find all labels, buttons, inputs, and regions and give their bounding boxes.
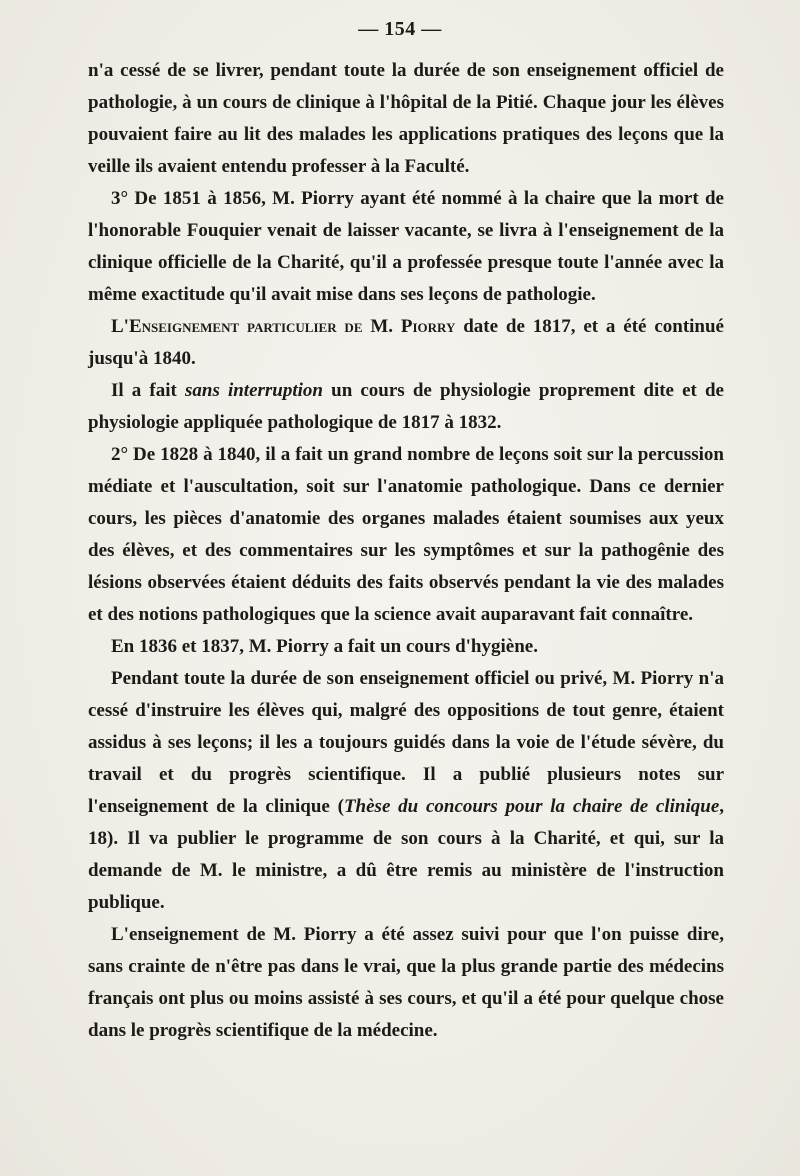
page-number-header: — 154 — xyxy=(358,18,442,40)
paragraph-5: 2° De 1828 à 1840, il a fait un grand nombre de leçons soit sur la percussion médiate et l'auscultation, soit sur l'anatomie pathologique. Dans ce dernier cours, les pièces d'anatomie des organes malades étaient soumises aux yeux des élèves, et des commentaires sur les symptômes et sur la pathogênie des lésions observées étaient déduits des faits observés pendant la vie des malades et des notions pathologiques que la science avait auparavant fait connaître. xyxy=(88,444,724,625)
body-text xyxy=(88,55,724,1047)
paragraph-4-pre: Il a fait xyxy=(111,380,185,401)
paragraph-3-text: date de 1817, et a été continué jusqu'à 1840. xyxy=(88,316,724,369)
paragraph-4-italic: sans interruption xyxy=(184,380,323,401)
paragraph-8: L'enseignement de M. Piorry a été assez suivi pour que l'on puisse dire, sans crainte de n'être pas dans le vrai, que la plus grande partie des médecins français ont plus ou moins assisté à ses cours, et qu'il a été pour quelque chose dans le progrès scientifique de la médecine. xyxy=(88,924,724,1041)
paragraph-4-post: un cours de physiologie proprement dite et de physiologie appliquée pathologique de 1817 à 1832. xyxy=(88,380,724,433)
paragraph-7-pre: Pendant toute la durée de son enseignement officiel ou privé, M. Piorry n'a cessé d'instruire les élèves qui, malgré des oppositions de tout genre, étaient assidus à ses leçons; il les a toujours guidés dans la voie de l'étude sévère, du travail et du progrès scientifique. Il a publié plusieurs notes sur l'enseignement de la clinique ( xyxy=(88,668,724,817)
paragraph-7 xyxy=(88,663,724,919)
paragraph-1: n'a cessé de se livrer, pendant toute la durée de son enseignement officiel de pathologie, à un cours de clinique à l'hôpital de la Pitié. Chaque jour les élèves pouvaient faire au lit des malades les applications pratiques des leçons que la veille ils avaient entendu professer à la Faculté. xyxy=(88,60,724,177)
paragraph-2: 3° De 1851 à 1856, M. Piorry ayant été nommé à la chaire que la mort de l'honorable Fouquier venait de laisser vacante, se livra à l'enseignement de la clinique officielle de la Charité, qu'il a professée presque toute l'année avec la même exactitude qu'il avait mise dans ses leçons de pathologie. xyxy=(88,188,724,305)
paragraph-7-italic: Thèse du concours pour la chaire de clinique xyxy=(343,796,720,817)
paragraph-6: En 1836 et 1837, M. Piorry a fait un cours d'hygiène. xyxy=(111,636,538,657)
paragraph-4 xyxy=(88,375,724,439)
paragraph-3 xyxy=(88,311,724,375)
section-heading: L'Enseignement particulier de M. Piorry xyxy=(111,316,456,337)
paragraph-7-post: , 18). Il va publier le programme de son cours à la Charité, et qui, sur la demande de M. le ministre, a dû être remis au ministère de l'instruction publique. xyxy=(88,796,725,913)
